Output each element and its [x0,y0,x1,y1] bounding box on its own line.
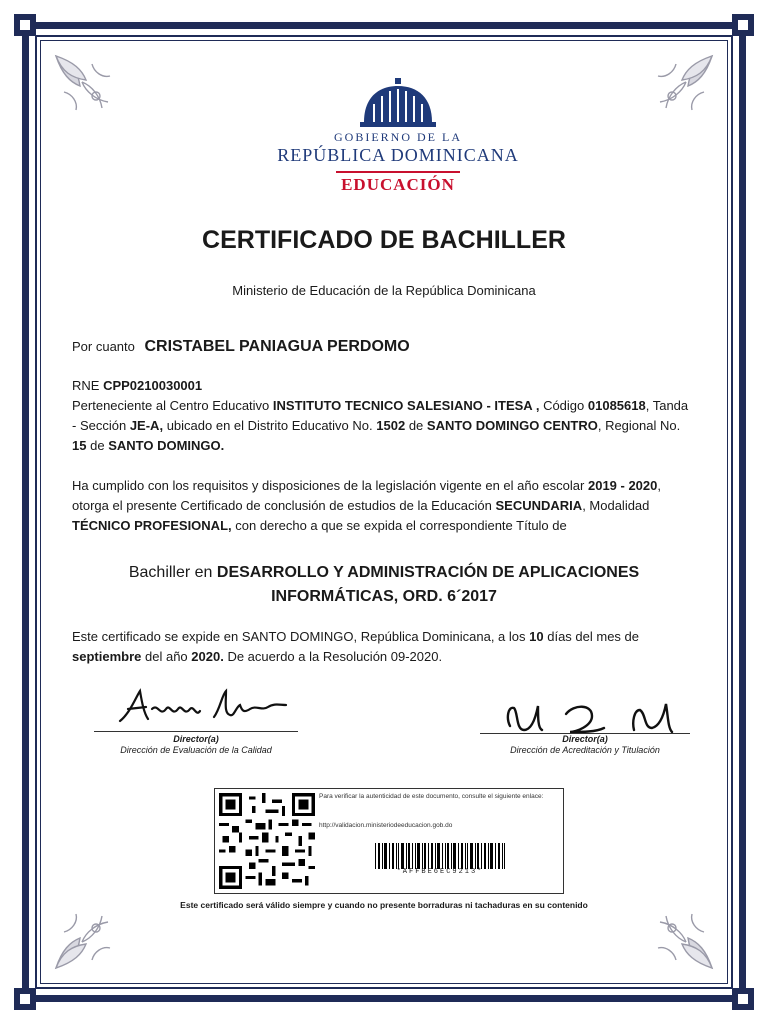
tanda-label: , Tanda - Sección [72,398,689,433]
ministry-subtitle: Ministerio de Educación de la República Dominicana [232,283,536,298]
issue-paragraph [72,627,696,667]
logo-line-educacion: EDUCACIÓN [341,175,455,194]
issue-text-2: días del mes de [547,629,640,644]
signature-line-left [94,731,298,732]
logo-line-republica: REPÚBLICA DOMINICANA [277,145,519,165]
issue-month: septiembre [72,649,142,664]
ornament-top-left-icon [52,52,116,116]
modality: TÉCNICO PROFESIONAL, [72,518,232,533]
corner-square-bottom-right [732,988,754,1010]
verification-code: *AFFBE6EC9213* [396,868,484,876]
student-details [72,376,696,456]
education-level: SECUNDARIA [495,498,583,513]
signature-right-title: Director(a) [562,734,608,744]
verification-instructions: Para verificar la autenticidad de este documento, consulte el siguiente enlace: [319,793,544,800]
issue-day: 10 [529,629,544,644]
barcode-icon [375,843,505,869]
ornament-top-right-icon [652,52,716,116]
code-label: Código [543,398,585,413]
signature-right-department: Dirección de Acreditación y Titulación [510,745,660,755]
district-label: ubicado en el Distrito Educativo No. [166,418,373,433]
center-label: Perteneciente al Centro Educativo [72,398,270,413]
ornament-bottom-right-icon [652,908,716,972]
signature-left-department: Dirección de Evaluación de la Calidad [120,745,272,755]
completion-text-4: con derecho a que se expida el correspondiente Título de [235,518,567,533]
center-code: 01085618 [587,398,646,413]
signature-left-icon [116,683,296,729]
district-name: SANTO DOMINGO CENTRO [426,418,598,433]
signature-left-title: Director(a) [173,734,219,744]
ornament-bottom-left-icon [52,908,116,972]
completion-text-2: , otorga el presente Certificado de conclusión de estudios de la Educación [72,478,662,513]
completion-paragraph [72,476,696,536]
regional-number: 15 [72,438,87,453]
district-de: de [408,418,424,433]
dome-icon [248,74,548,130]
degree-prefix: Bachiller en [128,564,213,581]
qr-code-icon[interactable] [219,793,315,889]
regional-label: , Regional No. [597,418,681,433]
corner-square-top-left [14,14,36,36]
section-value: JE-A, [129,418,164,433]
logo-divider [336,171,460,173]
rne-label: RNE [72,378,100,393]
government-logo [248,74,548,202]
degree-name: DESARROLLO Y ADMINISTRACIÓN DE APLICACIONES INFORMÁTICAS, ORD. 6´2017 [216,564,640,605]
rne-value: CPP0210030001 [103,378,203,393]
recipient-line [72,338,410,356]
issue-year: 2020. [191,649,224,664]
degree-line [72,561,696,609]
recipient-name: CRISTABEL PANIAGUA PERDOMO [144,338,410,355]
regional-name: SANTO DOMINGO. [108,438,225,453]
verification-box [214,788,564,894]
corner-square-top-right [732,14,754,36]
completion-text-1: Ha cumplido con los requisitos y disposiciones de la legislación vigente en el año escolar [72,478,585,493]
logo-line-gobierno: GOBIERNO DE LA [334,130,462,144]
issue-text-3: del año [145,649,188,664]
verification-url[interactable]: http://validacion.ministeriodeeducacion.gob.do [319,822,453,829]
completion-text-3: , Modalidad [582,498,650,513]
school-year: 2019 - 2020 [587,478,658,493]
center-name: INSTITUTO TECNICO SALESIANO - ITESA , [272,398,540,413]
issue-text-4: De acuerdo a la Resolución 09-2020. [227,649,443,664]
validity-note: Este certificado será válido siempre y cuando no presente borraduras ni tachaduras en su contenido [180,900,588,910]
certificate-title: CERTIFICADO DE BACHILLER [202,226,566,254]
corner-square-bottom-left [14,988,36,1010]
regional-de: de [90,438,105,453]
issue-text-1: Este certificado se expide en SANTO DOMINGO, República Dominicana, a los [72,629,526,644]
district-number: 1502 [376,418,406,433]
recipient-prefix: Por cuanto [72,339,135,354]
